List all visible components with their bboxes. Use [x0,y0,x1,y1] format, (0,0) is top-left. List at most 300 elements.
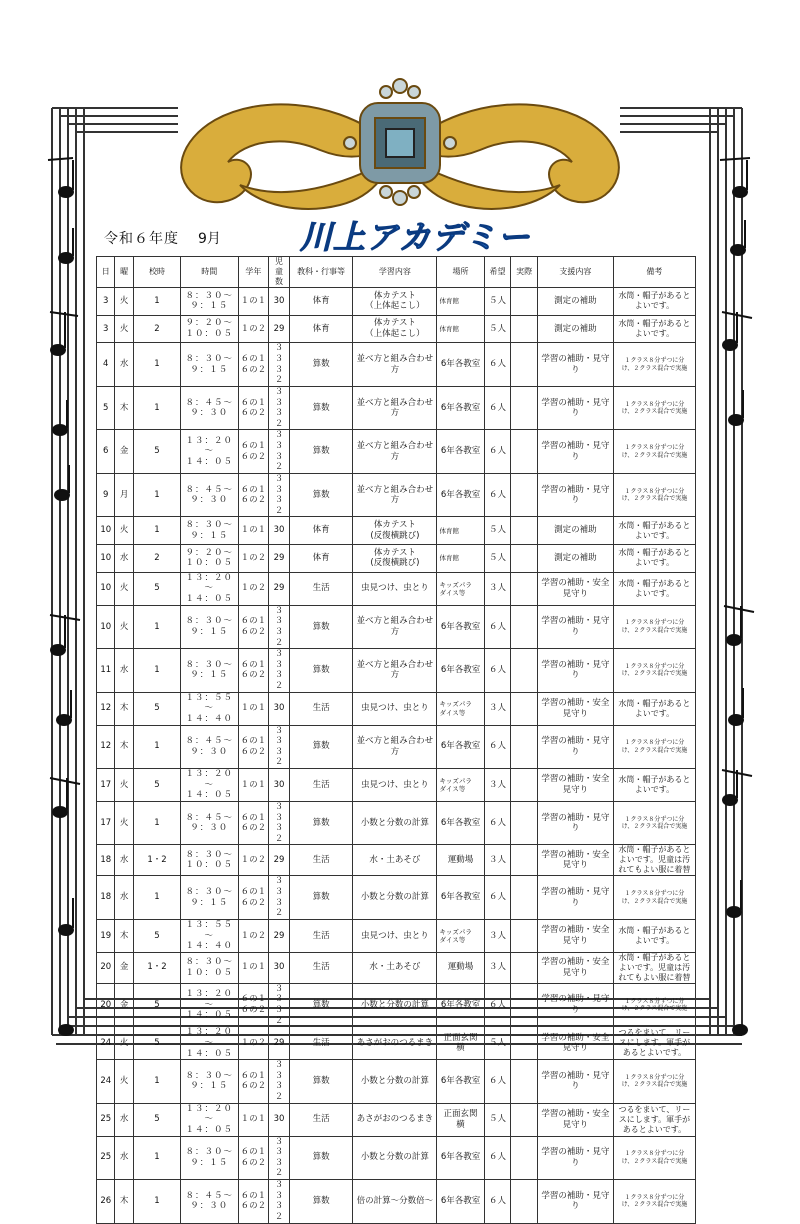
cell-support: 測定の補助 [537,517,613,545]
cell-grade: ６の１ ６の２ [238,473,269,517]
table-row [97,1027,696,1060]
cell-day: 20 [97,983,115,1027]
cell-content: 虫見つけ、虫とり [353,919,437,952]
cell-content: 体カテスト （上体起こし） [353,315,437,343]
cell-support: 学習の補助・見守 り [537,1180,613,1224]
cell-count: 30 [269,952,290,983]
cell-time: １３：５５～ １４：４０ [181,692,238,725]
cell-period: 1 [133,1136,180,1180]
cell-count: 30 [269,517,290,545]
cell-content: 小数と分数の計算 [353,801,437,845]
cell-place: 6年各教室 [437,801,484,845]
cell-support: 学習の補助・見守 り [537,473,613,517]
cell-time: ８：３０～ ９：１５ [181,649,238,693]
table-row [97,315,696,343]
cell-support: 学習の補助・安全 見守り [537,1103,613,1136]
cell-support: 学習の補助・見守 り [537,649,613,693]
column-header: 学年 [238,257,269,288]
cell-grade: ６の１ ６の２ [238,725,269,769]
cell-note: 水筒・帽子があると よいです。 [613,572,695,605]
cell-place: 6年各教室 [437,343,484,387]
cell-period: 1 [133,649,180,693]
table-row [97,386,696,430]
cell-count: ３３ ３２ [269,725,290,769]
cell-count: 29 [269,845,290,876]
cell-day: 24 [97,1027,115,1060]
cell-place: キッズパラ ダイス等 [437,919,484,952]
table-row [97,649,696,693]
column-header: 時間 [181,257,238,288]
cell-hope: ６人 [484,473,511,517]
cell-place: 6年各教室 [437,725,484,769]
cell-place: 6年各教室 [437,1060,484,1104]
cell-note: １クラス８分ずつに分 け、２クラス混合で実施 [613,876,695,920]
cell-note: １クラス８分ずつに分 け、２クラス混合で実施 [613,1180,695,1224]
cell-period: 2 [133,315,180,343]
cell-hope: ３人 [484,572,511,605]
table-row [97,473,696,517]
cell-period: 1・2 [133,845,180,876]
cell-content: 並べ方と組み合わせ 方 [353,473,437,517]
cell-period: 1 [133,1060,180,1104]
cell-time: ８：４５～ ９：３０ [181,725,238,769]
cell-content: 小数と分数の計算 [353,1060,437,1104]
table-body [97,288,696,1224]
cell-day: 25 [97,1103,115,1136]
cell-count: ３３ ３２ [269,386,290,430]
cell-grade: １の１ [238,517,269,545]
cell-count: ３３ ３２ [269,801,290,845]
cell-note: 水筒・帽子があると よいです。 [613,545,695,573]
cell-place: 体育館 [437,545,484,573]
cell-note: １クラス８分ずつに分 け、２クラス混合で実施 [613,983,695,1027]
cell-weekday: 水 [115,1136,133,1180]
cell-period: 1 [133,801,180,845]
cell-note: 水筒・帽子があると よいです。児童は汚 れてもよい服に着替 [613,952,695,983]
cell-actual [511,1027,538,1060]
cell-time: １３：２０～ １４：０５ [181,1027,238,1060]
cell-subject: 生活 [289,1103,353,1136]
cell-hope: ３人 [484,845,511,876]
cell-grade: ６の１ ６の２ [238,983,269,1027]
column-header: 学習内容 [353,257,437,288]
cell-note: １クラス８分ずつに分 け、２クラス混合で実施 [613,473,695,517]
cell-grade: １の２ [238,572,269,605]
cell-subject: 算数 [289,801,353,845]
cell-subject: 算数 [289,386,353,430]
cell-period: 5 [133,919,180,952]
cell-day: 12 [97,725,115,769]
cell-day: 10 [97,605,115,649]
table-row [97,983,696,1027]
cell-content: 並べ方と組み合わせ 方 [353,605,437,649]
cell-place: キッズパラ ダイス等 [437,769,484,802]
cell-grade: ６の１ ６の２ [238,605,269,649]
cell-place: 体育館 [437,288,484,316]
cell-actual [511,288,538,316]
cell-time: ８：３０～ ９：１５ [181,1136,238,1180]
page-title: 川上アカデミー [300,218,531,256]
cell-count: 29 [269,1027,290,1060]
cell-grade: ６の１ ６の２ [238,430,269,474]
cell-grade: ６の１ ６の２ [238,876,269,920]
cell-content: 並べ方と組み合わせ 方 [353,430,437,474]
table-row [97,1060,696,1104]
cell-weekday: 火 [115,1027,133,1060]
cell-grade: １の１ [238,1103,269,1136]
cell-content: 体カテスト （上体起こし） [353,288,437,316]
column-header: 曜 [115,257,133,288]
cell-count: ３３ ３２ [269,876,290,920]
schedule-table [96,256,696,1224]
cell-actual [511,1180,538,1224]
cell-actual [511,517,538,545]
cell-count: 29 [269,572,290,605]
cell-grade: １の１ [238,952,269,983]
cell-hope: ３人 [484,952,511,983]
cell-content: 体カテスト (反復横跳び) [353,517,437,545]
cell-subject: 算数 [289,343,353,387]
cell-time: ８：３０～ ９：１５ [181,517,238,545]
cell-grade: １の１ [238,692,269,725]
cell-count: 30 [269,692,290,725]
cell-actual [511,1136,538,1180]
cell-actual [511,649,538,693]
cell-day: 18 [97,845,115,876]
table-row [97,919,696,952]
cell-actual [511,605,538,649]
cell-day: 17 [97,769,115,802]
cell-weekday: 火 [115,315,133,343]
table-header [97,257,696,288]
cell-count: ３３ ３２ [269,1136,290,1180]
cell-content: 並べ方と組み合わせ 方 [353,343,437,387]
cell-weekday: 金 [115,983,133,1027]
cell-content: 水・土あそび [353,845,437,876]
cell-grade: ６の１ ６の２ [238,1180,269,1224]
cell-period: 1 [133,473,180,517]
cell-period: 1 [133,517,180,545]
cell-content: 虫見つけ、虫とり [353,572,437,605]
cell-place: 運動場 [437,845,484,876]
cell-hope: ６人 [484,386,511,430]
cell-day: 5 [97,386,115,430]
cell-day: 17 [97,801,115,845]
cell-support: 学習の補助・安全 見守り [537,692,613,725]
cell-content: あさがおのつるまき [353,1103,437,1136]
cell-support: 学習の補助・見守 り [537,430,613,474]
cell-time: １３：２０～ １４：０５ [181,572,238,605]
cell-grade: １の２ [238,545,269,573]
table-row [97,288,696,316]
cell-support: 学習の補助・見守 り [537,386,613,430]
cell-period: 1 [133,343,180,387]
cell-note: 水筒・帽子があると よいです。 [613,517,695,545]
table-row [97,725,696,769]
cell-subject: 生活 [289,769,353,802]
cell-support: 学習の補助・安全 見守り [537,572,613,605]
cell-day: 10 [97,572,115,605]
cell-hope: ３人 [484,919,511,952]
cell-day: 3 [97,288,115,316]
cell-grade: ６の１ ６の２ [238,1060,269,1104]
cell-hope: ５人 [484,288,511,316]
cell-count: 29 [269,919,290,952]
cell-support: 学習の補助・安全 見守り [537,845,613,876]
cell-subject: 算数 [289,649,353,693]
table-row [97,1136,696,1180]
cell-time: １３：２０～ １４：０５ [181,430,238,474]
cell-actual [511,692,538,725]
cell-day: 6 [97,430,115,474]
cell-hope: ６人 [484,801,511,845]
cell-note: 水筒・帽子があると よいです。 [613,288,695,316]
cell-note: 水筒・帽子があると よいです。 [613,692,695,725]
cell-hope: ６人 [484,649,511,693]
cell-hope: ６人 [484,1136,511,1180]
cell-time: ８：３０～ ９：１５ [181,876,238,920]
cell-grade: １の２ [238,919,269,952]
cell-time: １３：２０～ １４：０５ [181,769,238,802]
cell-count: 30 [269,288,290,316]
table-row [97,430,696,474]
cell-day: 24 [97,1060,115,1104]
cell-support: 学習の補助・安全 見守り [537,769,613,802]
cell-day: 18 [97,876,115,920]
cell-period: 1 [133,876,180,920]
cell-hope: ５人 [484,545,511,573]
cell-period: 5 [133,769,180,802]
cell-place: 6年各教室 [437,1136,484,1180]
cell-weekday: 火 [115,605,133,649]
cell-subject: 体育 [289,288,353,316]
cell-note: １クラス８分ずつに分 け、２クラス混合で実施 [613,1136,695,1180]
cell-place: 6年各教室 [437,649,484,693]
cell-weekday: 水 [115,343,133,387]
cell-hope: ５人 [484,1103,511,1136]
cell-note: 水筒・帽子があると よいです。児童は汚 れてもよい服に着替 [613,845,695,876]
column-header: 日 [97,257,115,288]
cell-day: 3 [97,315,115,343]
column-header: 実際 [511,257,538,288]
fiscal-year: 令和６年度 [104,231,179,247]
column-header: 校時 [133,257,180,288]
table-row [97,1180,696,1224]
cell-time: ８：３０～ ９：１５ [181,288,238,316]
cell-actual [511,919,538,952]
cell-content: あさがおのつるまき [353,1027,437,1060]
cell-subject: 算数 [289,1180,353,1224]
cell-period: 1・2 [133,952,180,983]
cell-subject: 体育 [289,545,353,573]
cell-weekday: 火 [115,801,133,845]
cell-note: 水筒・帽子があると よいです。 [613,919,695,952]
cell-count: ３３ ３２ [269,473,290,517]
cell-period: 1 [133,1180,180,1224]
cell-actual [511,473,538,517]
cell-actual [511,1060,538,1104]
column-header: 備考 [613,257,695,288]
cell-content: 並べ方と組み合わせ 方 [353,725,437,769]
cell-content: 小数と分数の計算 [353,983,437,1027]
cell-count: ３３ ３２ [269,649,290,693]
cell-actual [511,952,538,983]
cell-content: 小数と分数の計算 [353,1136,437,1180]
cell-count: ３３ ３２ [269,1060,290,1104]
cell-period: 5 [133,983,180,1027]
cell-actual [511,725,538,769]
cell-subject: 算数 [289,725,353,769]
cell-time: ８：４５～ ９：３０ [181,1180,238,1224]
cell-support: 学習の補助・見守 り [537,983,613,1027]
cell-subject: 生活 [289,1027,353,1060]
cell-subject: 体育 [289,517,353,545]
table-row [97,801,696,845]
cell-content: 体カテスト (反復横跳び) [353,545,437,573]
cell-grade: １の１ [238,769,269,802]
cell-hope: ３人 [484,769,511,802]
cell-time: １３：５５～ １４：４０ [181,919,238,952]
cell-time: ９：２０～ １０：０５ [181,545,238,573]
cell-subject: 算数 [289,1136,353,1180]
cell-place: 正面玄関横 [437,1103,484,1136]
ornament [181,79,619,209]
cell-weekday: 火 [115,572,133,605]
table-row [97,572,696,605]
cell-place: 体育館 [437,517,484,545]
cell-place: キッズパラ ダイス等 [437,572,484,605]
cell-place: 体育館 [437,315,484,343]
cell-hope: ６人 [484,430,511,474]
cell-period: 5 [133,572,180,605]
cell-period: 1 [133,386,180,430]
cell-content: 並べ方と組み合わせ 方 [353,386,437,430]
cell-weekday: 木 [115,725,133,769]
cell-subject: 生活 [289,845,353,876]
cell-weekday: 木 [115,692,133,725]
cell-place: 正面玄関横 [437,1027,484,1060]
cell-support: 学習の補助・見守 り [537,801,613,845]
cell-actual [511,769,538,802]
cell-period: 2 [133,545,180,573]
cell-subject: 算数 [289,605,353,649]
cell-subject: 生活 [289,572,353,605]
cell-actual [511,572,538,605]
cell-count: 30 [269,1103,290,1136]
cell-hope: ３人 [484,692,511,725]
cell-time: ８：４５～ ９：３０ [181,473,238,517]
cell-note: １クラス８分ずつに分 け、２クラス混合で実施 [613,649,695,693]
cell-subject: 生活 [289,692,353,725]
cell-time: ８：３０～ ９：１５ [181,605,238,649]
cell-time: １３：２０～ １４：０５ [181,1103,238,1136]
table-row [97,952,696,983]
cell-day: 12 [97,692,115,725]
cell-actual [511,386,538,430]
cell-support: 学習の補助・見守 り [537,343,613,387]
column-header: 場所 [437,257,484,288]
cell-subject: 算数 [289,1060,353,1104]
column-header: 児童数 [269,257,290,288]
cell-actual [511,876,538,920]
table-row [97,1103,696,1136]
cell-subject: 算数 [289,430,353,474]
cell-content: 水・土あそび [353,952,437,983]
cell-day: 10 [97,517,115,545]
cell-place: 6年各教室 [437,430,484,474]
cell-period: 1 [133,288,180,316]
cell-day: 25 [97,1136,115,1180]
cell-hope: ５人 [484,1027,511,1060]
cell-support: 学習の補助・見守 り [537,1136,613,1180]
cell-subject: 生活 [289,952,353,983]
cell-grade: ６の１ ６の２ [238,386,269,430]
cell-hope: ６人 [484,725,511,769]
cell-support: 学習の補助・安全 見守り [537,919,613,952]
cell-time: ８：３０～ １０：０５ [181,952,238,983]
table-row [97,605,696,649]
cell-support: 学習の補助・見守 り [537,1060,613,1104]
cell-note: １クラス８分ずつに分 け、２クラス混合で実施 [613,343,695,387]
cell-actual [511,845,538,876]
cell-grade: １の２ [238,315,269,343]
table-row [97,692,696,725]
cell-note: 水筒・帽子があると よいです。 [613,315,695,343]
cell-period: 5 [133,1103,180,1136]
cell-content: 虫見つけ、虫とり [353,692,437,725]
cell-hope: ６人 [484,983,511,1027]
cell-day: 26 [97,1180,115,1224]
cell-hope: ５人 [484,517,511,545]
cell-note: １クラス８分ずつに分 け、２クラス混合で実施 [613,725,695,769]
table-row [97,876,696,920]
cell-subject: 算数 [289,983,353,1027]
cell-support: 学習の補助・安全 見守り [537,1027,613,1060]
cell-hope: ５人 [484,315,511,343]
table-row [97,517,696,545]
cell-weekday: 水 [115,1103,133,1136]
cell-hope: ６人 [484,605,511,649]
cell-note: １クラス８分ずつに分 け、２クラス混合で実施 [613,386,695,430]
cell-weekday: 月 [115,473,133,517]
cell-weekday: 金 [115,952,133,983]
cell-time: ８：３０～ １０：０５ [181,845,238,876]
cell-support: 測定の補助 [537,288,613,316]
cell-count: ３３ ３２ [269,343,290,387]
cell-note: つるをまいて、リー スにします。軍手が あるとよいです。 [613,1027,695,1060]
cell-subject: 算数 [289,473,353,517]
cell-actual [511,545,538,573]
cell-note: １クラス８分ずつに分 け、２クラス混合で実施 [613,430,695,474]
cell-weekday: 木 [115,1180,133,1224]
column-header: 教科・行事等 [289,257,353,288]
table-row [97,545,696,573]
cell-actual [511,1103,538,1136]
cell-grade: １の２ [238,1027,269,1060]
cell-time: ８：３０～ ９：１５ [181,1060,238,1104]
cell-time: ８：４５～ ９：３０ [181,801,238,845]
column-header: 希望 [484,257,511,288]
cell-place: キッズパラ ダイス等 [437,692,484,725]
cell-hope: ６人 [484,343,511,387]
cell-time: ８：４５～ ９：３０ [181,386,238,430]
cell-support: 学習の補助・見守 り [537,876,613,920]
cell-content: 虫見つけ、虫とり [353,769,437,802]
cell-place: 6年各教室 [437,876,484,920]
cell-hope: ６人 [484,876,511,920]
cell-support: 学習の補助・安全 見守り [537,952,613,983]
cell-place: 6年各教室 [437,1180,484,1224]
